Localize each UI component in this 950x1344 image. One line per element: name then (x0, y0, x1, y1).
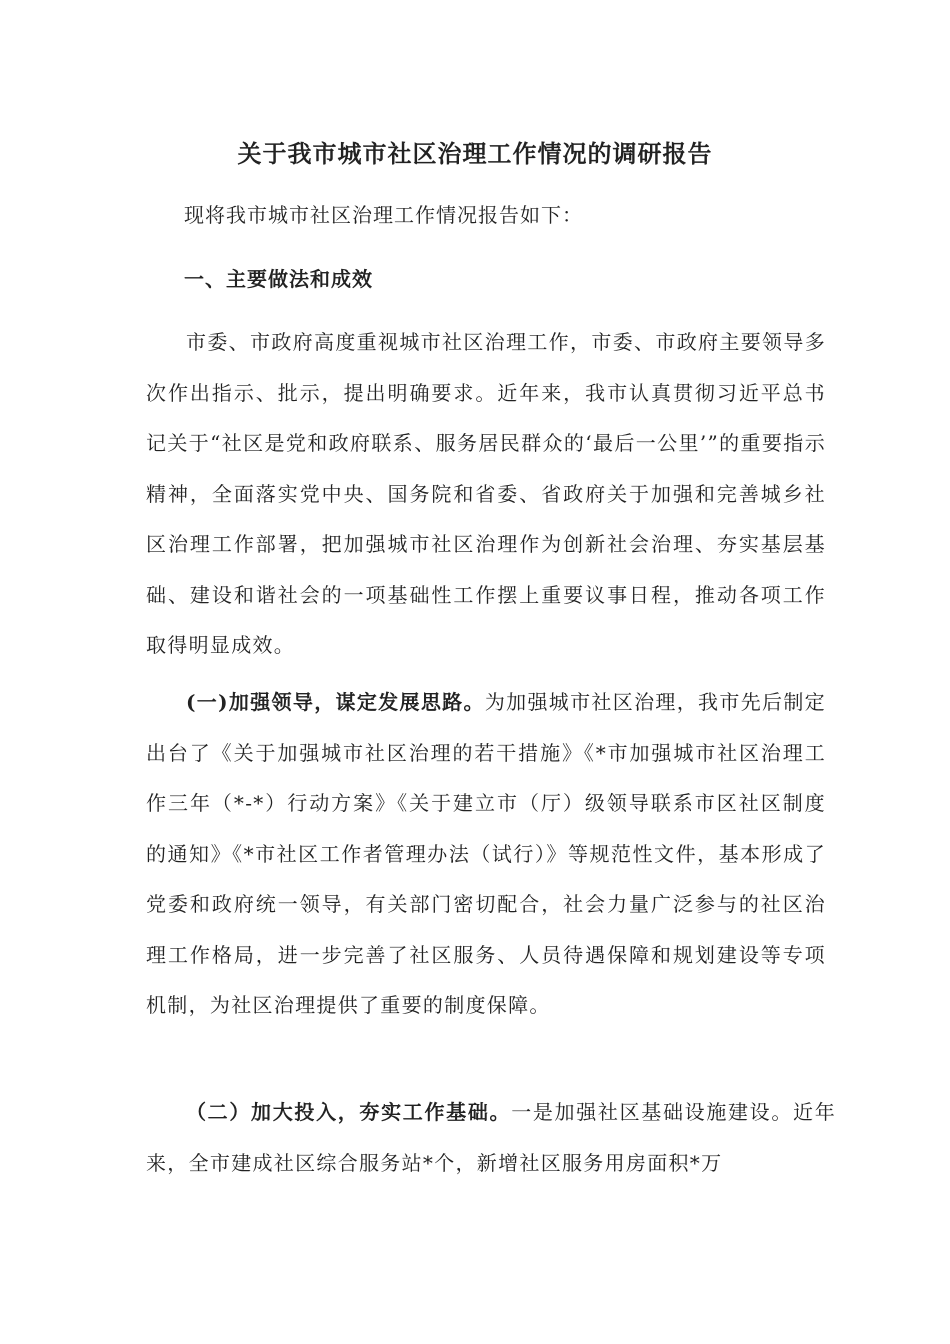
paragraph-2-lead: (一)加强领导，谋定发展思路。 (186, 690, 485, 714)
paragraph-3-lead: （二）加大投入，夯实工作基础。 (186, 1100, 512, 1124)
intro-line: 现将我市城市社区治理工作情况报告如下： (184, 203, 583, 227)
paragraph-3-text: 一是加强社区基础设施建设。近年来，全市建成社区综合服务站*个，新增社区服务用房面积*万 (146, 1100, 837, 1175)
paragraph-2 (146, 677, 826, 1031)
paragraph-1-text: 市委、市政府高度重视城市社区治理工作，市委、市政府主要领导多次作出指示、批示，提出明确要求。近年来，我市认真贯彻习近平总书记关于“社区是党和政府联系、服务居民群众的‘最后一公里’”的重要指示精神，全面落实党中央、国务院和省委、省政府关于加强和完善城乡社区治理工作部署，把加强城市社区治理作为创新社会治理、夯实基层基础、建设和谐社会的一项基础性工作摆上重要议事日程，推动各项工作取得明显成效。 (146, 330, 826, 657)
paragraph-1 (146, 317, 826, 671)
document-title: 关于我市城市社区治理工作情况的调研报告 (237, 139, 713, 168)
paragraph-3 (146, 1087, 836, 1188)
paragraph-2-text: 为加强城市社区治理，我市先后制定出台了《关于加强城市社区治理的若干措施》《*市加强城市社区治理工作三年（*-*）行动方案》《关于建立市（厅）级领导联系市区社区制度的通知》《*市社区工作者管理办法（试行）》等规范性文件，基本形成了党委和政府统一领导，有关部门密切配合，社会力量广泛参与的社区治理工作格局，进一步完善了社区服务、人员待遇保障和规划建设等专项机制，为社区治理提供了重要的制度保障。 (146, 690, 826, 1017)
section-heading: 一、主要做法和成效 (184, 267, 373, 291)
